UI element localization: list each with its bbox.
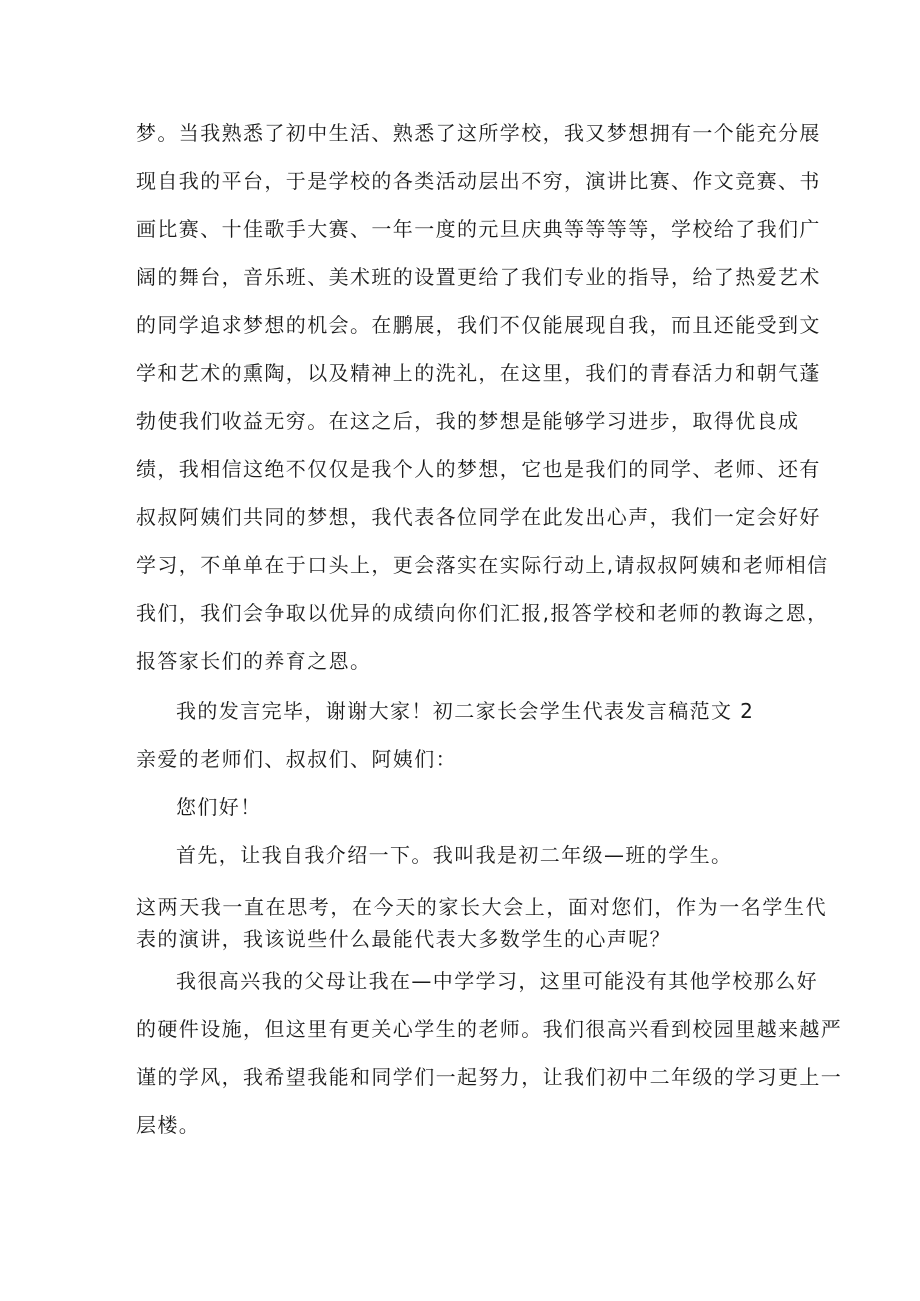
- paragraph-line: 梦。当我熟悉了初中生活、熟悉了这所学校，我又梦想拥有一个能充分展: [136, 121, 821, 145]
- paragraph-line: 学习，不单单在于口头上，更会落实在实际行动上,请叔叔阿姨和老师相信: [136, 553, 829, 577]
- closing-line: 我的发言完毕，谢谢大家！初二家长会学生代表发言稿范文 2: [176, 699, 755, 723]
- paragraph-line: 勃使我们收益无穷。在这之后，我的梦想是能够学习进步，取得优良成: [136, 409, 800, 433]
- paragraph-line: 绩，我相信这绝不仅仅是我个人的梦想，它也是我们的同学、老师、还有: [136, 457, 821, 481]
- greeting: 您们好！: [176, 795, 262, 819]
- paragraph-line: 这两天我一直在思考，在今天的家长大会上，面对您们，作为一名学生代: [136, 895, 828, 919]
- paragraph-line: 谨的学风，我希望我能和同学们一起努力，让我们初中二年级的学习更上一: [136, 1065, 843, 1089]
- paragraph-line: 叔叔阿姨们共同的梦想，我代表各位同学在此发出心声，我们一定会好好: [136, 505, 821, 529]
- paragraph-line: 我们，我们会争取以优异的成绩向你们汇报,报答学校和老师的教诲之恩，: [136, 601, 829, 625]
- paragraph-line: 层楼。: [136, 1113, 201, 1137]
- salutation: 亲爱的老师们、叔叔们、阿姨们：: [136, 747, 457, 771]
- paragraph-line: 的硬件设施，但这里有更关心学生的老师。我们很高兴看到校园里越来越严: [136, 1017, 843, 1041]
- paragraph-line: 阔的舞台，音乐班、美术班的设置更给了我们专业的指导，给了热爱艺术: [136, 265, 821, 289]
- paragraph-line: 画比赛、十佳歌手大赛、一年一度的元旦庆典等等等等，学校给了我们广: [136, 217, 821, 241]
- paragraph-line: 我很高兴我的父母让我在—中学学习，这里可能没有其他学校那么好: [176, 969, 818, 993]
- paragraph-line: 表的演讲，我该说些什么最能代表大多数学生的心声呢？: [136, 927, 671, 951]
- paragraph-line: 学和艺术的熏陶，以及精神上的洗礼，在这里，我们的青春活力和朝气蓬: [136, 361, 821, 385]
- paragraph-line: 现自我的平台，于是学校的各类活动层出不穷，演讲比赛、作文竞赛、书: [136, 169, 821, 193]
- paragraph-line: 报答家长们的养育之恩。: [136, 649, 372, 673]
- paragraph-line: 的同学追求梦想的机会。在鹏展，我们不仅能展现自我，而且还能受到文: [136, 313, 821, 337]
- intro-line: 首先，让我自我介绍一下。我叫我是初二年级—班的学生。: [176, 843, 733, 867]
